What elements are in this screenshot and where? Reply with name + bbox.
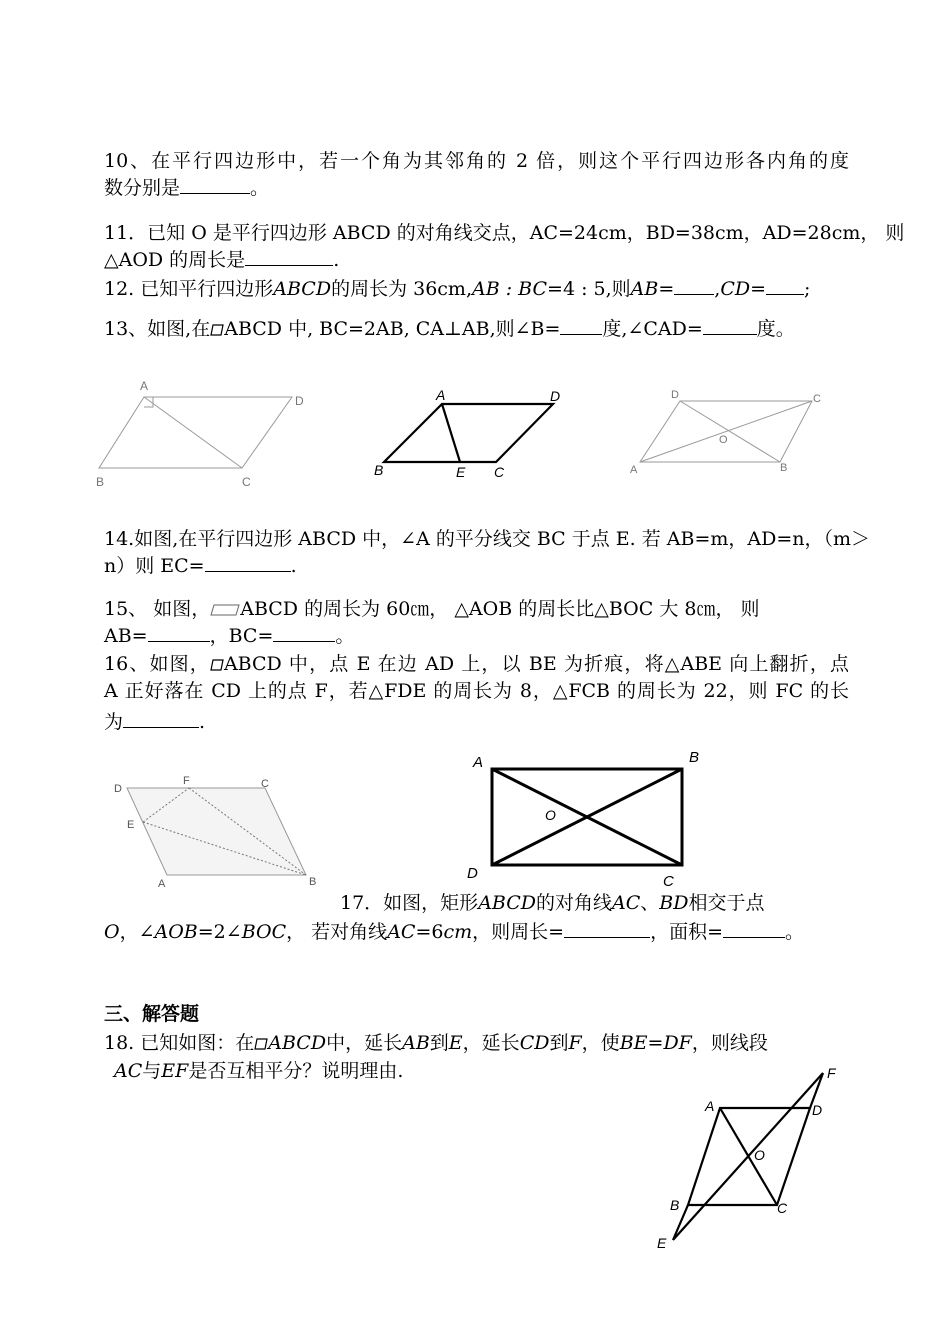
q15-text2: ABCD 的周长为 60㎝， △AOB 的周长比△BOC 大 8㎝， 则 (240, 598, 760, 620)
q12-abcd: ABCD (273, 278, 332, 300)
q18-f: F (568, 1032, 582, 1054)
q16-text3: 为 (104, 711, 124, 733)
q16-line3 (104, 709, 849, 735)
q18-text6: ，使 (581, 1032, 620, 1054)
q12-ab: AB (630, 278, 659, 300)
q13-line (104, 316, 849, 342)
q13-angle-cad-blank[interactable] (703, 316, 757, 335)
fig2-segment-ae (442, 404, 460, 462)
q16-line1 (104, 651, 849, 677)
q15-text1: 15、 如图， (104, 598, 211, 620)
q11-end: . (333, 249, 340, 271)
fig1-label-a: A (140, 379, 149, 393)
q10-answer-blank[interactable] (180, 175, 250, 194)
figure-extended-parallelogram (650, 1060, 850, 1255)
q17-area-blank[interactable] (723, 919, 785, 938)
q16-text1: 16、如图， (104, 653, 210, 675)
q10-text: 数分别是 (104, 177, 181, 199)
q13-text3: 度,∠CAD= (602, 318, 703, 340)
q14-text: n）则 EC= (104, 555, 205, 577)
q12-text2: 的周长为 36cm, (331, 278, 472, 300)
fig6-label-e: E (657, 1235, 667, 1251)
fig5-label-o: O (545, 807, 556, 823)
q17-text7: ， 若对角线 (286, 921, 388, 943)
section-title: 三、解答题 (104, 1003, 200, 1025)
fig4-label-e: E (127, 819, 135, 831)
q10-line1: 10、在平行四边形中，若一个角为其邻角的 2 倍，则这个平行四边形各内角的度 (104, 150, 849, 172)
q13-text2: ABCD 中, BC=2AB, CA⊥AB,则∠B= (224, 318, 561, 340)
fig1-outline (99, 397, 292, 468)
q11-line1: 11．已知 O 是平行四边形 ABCD 的对角线交点，AC=24cm，BD=38cm，AD=28cm， 则 (104, 222, 905, 244)
q18-ac: AC (114, 1060, 143, 1082)
fig5-label-a: A (473, 754, 484, 771)
fig2-label-c: C (494, 464, 505, 480)
q18-cd: CD (519, 1032, 550, 1054)
q12-ab-blank[interactable] (674, 276, 714, 295)
q15-ab-label: AB= (104, 625, 148, 647)
parallelogram-icon (210, 659, 224, 671)
q12-line (104, 276, 849, 302)
q17-o: O (104, 921, 120, 943)
q17-abcd: ABCD (478, 892, 536, 914)
q18-ab: AB (402, 1032, 430, 1054)
q10-line2 (104, 175, 849, 201)
q11-line2 (104, 247, 849, 273)
fig2-label-e: E (456, 464, 466, 480)
fig3-label-d: D (671, 389, 679, 401)
q15-line2 (104, 623, 849, 649)
q17-line2 (104, 919, 849, 945)
q15-ab-blank[interactable] (148, 623, 210, 642)
fig4-label-d: D (114, 783, 122, 795)
fig2-label-d: D (550, 388, 561, 404)
q18-text2: 中，延长 (326, 1032, 403, 1054)
q12-cd-blank[interactable] (766, 276, 804, 295)
q12-ratio: AB : BC (472, 278, 548, 300)
fig1-label-b: B (96, 475, 105, 489)
q17-ac2: AC (387, 921, 416, 943)
parallelogram-icon (210, 324, 224, 336)
q17-ac: AC (612, 892, 641, 914)
q12-eq1: = (658, 278, 675, 300)
q17-text4: 相交于点 (688, 892, 765, 914)
fig1-label-c: C (242, 475, 251, 489)
fig3-diagonal-db (680, 401, 780, 462)
fig4-label-a: A (158, 878, 166, 890)
q12-text1: 12. 已知平行四边形 (104, 278, 274, 300)
q17-bd: BD (659, 892, 689, 914)
fig4-label-c: C (261, 778, 269, 790)
q15-bc-blank[interactable] (273, 623, 335, 642)
fig3-label-a: A (630, 464, 638, 476)
q18-text4: ，延长 (462, 1032, 520, 1054)
q17-text8: =6 (415, 921, 444, 943)
q16-end: . (199, 711, 206, 733)
q16-line2: A 正好落在 CD 上的点 F，若△FDE 的周长为 8，△FCB 的周长为 22，则 FC 的长 (104, 680, 849, 702)
q15-end: 。 (335, 625, 355, 647)
q17-text1: 17．如图，矩形 (340, 892, 479, 914)
q18-ef: EF (161, 1060, 189, 1082)
fig4-label-f: F (183, 775, 190, 787)
fig2-label-b: B (374, 462, 384, 478)
q12-cd: CD (720, 278, 751, 300)
parallelogram-icon (254, 1038, 268, 1050)
q17-text9: ，则周长= (472, 921, 565, 943)
fig2-label-a: A (436, 387, 446, 403)
figure-rectangle-diagonals (465, 745, 715, 890)
q14-line2 (104, 553, 849, 579)
q14-end: . (290, 555, 297, 577)
fig4-outline (127, 788, 306, 875)
q10-end: 。 (250, 177, 270, 199)
q12-eq2: = (750, 278, 767, 300)
q14-answer-blank[interactable] (205, 553, 291, 572)
fig5-label-c: C (663, 873, 674, 890)
q17-line1 (340, 890, 849, 916)
q18-text5: 到 (549, 1032, 569, 1054)
q12-comma: , (714, 278, 721, 300)
q17-perimeter-blank[interactable] (564, 919, 650, 938)
q12-text3: =4 : 5,则 (547, 278, 631, 300)
fig1-diagonal-ac (144, 397, 242, 468)
q18-text9: 是否互相平分？说明理由. (188, 1060, 404, 1082)
q15-bc-label: ，BC= (209, 625, 274, 647)
fig6-label-b: B (670, 1197, 680, 1213)
fig6-label-c: C (777, 1200, 788, 1216)
fig6-segment-ef (673, 1073, 823, 1240)
fig3-label-b: B (780, 462, 788, 474)
q18-text7: ，则线段 (691, 1032, 768, 1054)
q17-text10: ，面积= (650, 921, 723, 943)
q13-angle-b-blank[interactable] (560, 316, 602, 335)
q18-text1: 18. 已知如图：在 (104, 1032, 255, 1054)
q17-text5: ，∠ (119, 921, 155, 943)
q18-e: E (448, 1032, 463, 1054)
q16-answer-blank[interactable] (123, 709, 199, 728)
fig4-label-b: B (309, 876, 317, 888)
q18-line1 (104, 1030, 849, 1056)
q17-text11: 。 (784, 921, 804, 943)
q18-text8: 与 (142, 1060, 162, 1082)
q17-text6: =2∠ (197, 921, 242, 943)
fig6-label-a: A (705, 1098, 715, 1114)
q14-line1: 14.如图,在平行四边形 ABCD 中，∠A 的平分线交 BC 于点 E. 若 AB=m，AD=n，（m＞ (104, 528, 871, 550)
q18-text3: 到 (429, 1032, 449, 1054)
fig6-label-d: D (812, 1102, 823, 1118)
q12-end: ; (804, 278, 811, 300)
q17-boc: BOC (241, 921, 287, 943)
q18-abcd: ABCD (268, 1032, 327, 1054)
figure-parallelogram-bisector (370, 385, 580, 485)
q17-text2: 的对角线 (536, 892, 613, 914)
fig3-label-o: O (719, 434, 728, 446)
figure-parallelogram-diagonals (625, 385, 835, 480)
q11-answer-blank[interactable] (245, 247, 333, 266)
q15-line1 (104, 596, 849, 622)
fig5-label-d: D (467, 865, 478, 882)
fig3-label-c: C (813, 393, 821, 405)
q13-text1: 13、如图,在 (104, 318, 211, 340)
q18-bedf: BE=DF (619, 1032, 692, 1054)
fig5-label-b: B (689, 749, 700, 766)
figure-q13-parallelogram (90, 375, 320, 495)
q13-text4: 度。 (756, 318, 795, 340)
fig6-label-o: O (754, 1147, 765, 1163)
figure-folded-parallelogram (105, 770, 330, 895)
q17-text3: 、 (640, 892, 660, 914)
q16-text2: ABCD 中，点 E 在边 AD 上，以 BE 为折痕，将△ABE 向上翻折，点 (223, 653, 849, 675)
q17-aob: AOB (154, 921, 198, 943)
parallelogram-icon (210, 604, 240, 616)
fig6-label-f: F (827, 1065, 836, 1081)
q11-text: △AOD 的周长是 (104, 249, 246, 271)
fig2-outline (384, 404, 553, 462)
q17-cm: cm (443, 921, 473, 943)
fig3-diagonal-ac (640, 401, 812, 462)
fig1-label-d: D (295, 394, 304, 408)
